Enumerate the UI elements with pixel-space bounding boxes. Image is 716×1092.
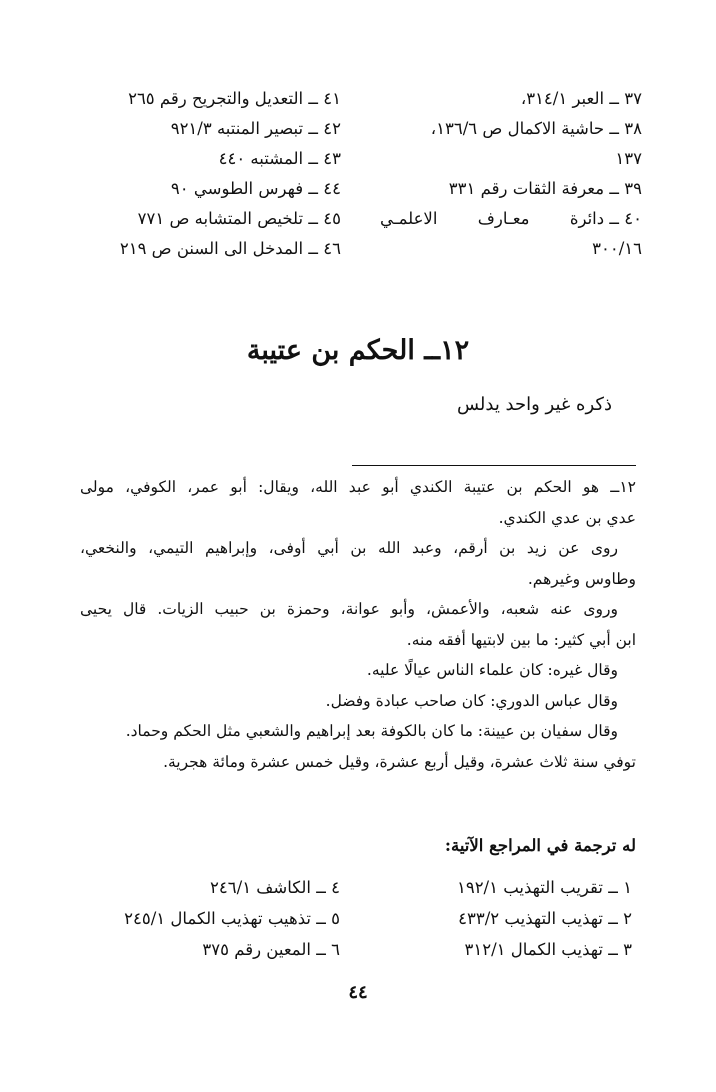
reference-item: ١ ــ تقريب التهذيب ١٩٢/١ <box>456 878 632 897</box>
reference-item-justified <box>380 204 642 234</box>
reference-item-middle: معـارف <box>477 209 530 228</box>
reference-item: ٤١ ــ التعديل والتجريح رقم ٢٦٥ <box>128 89 341 108</box>
reference-item: ٤ ــ الكاشف ٢٤٦/١ <box>210 878 340 897</box>
footnote-line: وطاوس وغيرهم. <box>527 569 636 588</box>
reference-item: ٥ ــ تذهيب تهذيب الكمال ٢٤٥/١ <box>124 909 340 928</box>
reference-item-continuation: ١٣٧ <box>615 149 642 168</box>
reference-item: ٣ ــ تهذيب الكمال ٣١٢/١ <box>464 940 632 959</box>
footnote-line: وروى عنه شعبه، والأعمش، وأبو عوانة، وحمزة بن حبيب الزيات. قال يحيى <box>80 600 618 618</box>
reference-item: ٤٤ ــ فهرس الطوسي ٩٠ <box>170 179 341 198</box>
entry-heading: ١٢ــ الحكم بن عتيبة <box>246 335 470 366</box>
footnote-line: وقال غيره: كان علماء الناس عيالًا عليه. <box>366 661 618 679</box>
reference-item: ٤٦ ــ المدخل الى السنن ص ٢١٩ <box>119 239 341 258</box>
reference-item-start: ٤٠ ــ دائرة <box>569 209 642 228</box>
footnote-divider <box>352 465 636 466</box>
reference-item: ٦ ــ المعين رقم ٣٧٥ <box>202 940 340 959</box>
reference-item-end: الاعلمـي <box>380 209 438 228</box>
footnote-line: وقال سفيان بن عيينة: ما كان بالكوفة بعد إبراهيم والشعبي مثل الحكم وحماد. <box>125 722 618 740</box>
reference-item-continuation: ٣٠٠/١٦ <box>592 239 642 258</box>
footnote-line: عدي بن عدي الكندي. <box>498 508 636 527</box>
reference-item: ٣٧ ــ العبر ٣١٤/١، <box>520 89 642 108</box>
references-title: له ترجمة في المراجع الآتية: <box>444 836 636 855</box>
reference-item: ٢ ــ تهذيب التهذيب ٤٣٣/٢ <box>458 909 632 928</box>
bottom-references-right-column <box>392 872 632 965</box>
reference-item: ٣٨ ــ حاشية الاكمال ص ١٣٦/٦، <box>430 119 642 138</box>
reference-item: ٤٣ ــ المشتبه ٤٤٠ <box>218 149 341 168</box>
reference-item: ٣٩ ــ معرفة الثقات رقم ٣٣١ <box>448 179 642 198</box>
footnote-line: ١٢ــ هو الحكم بن عتيبة الكندي أبو عبد الله، ويقال: أبو عمر، الكوفي، مولى <box>80 478 636 496</box>
bottom-references-left-column <box>40 872 340 965</box>
page-number: ٤٤ <box>348 982 368 1003</box>
reference-item: ٤٥ ــ تلخيص المتشابه ص ٧٧١ <box>137 209 341 228</box>
top-references-right-column <box>342 84 642 264</box>
footnote-line: وقال عباس الدوري: كان صاحب عبادة وفضل. <box>325 691 618 710</box>
footnote-line: ابن أبي كثير: ما بين لابتيها أفقه منه. <box>406 630 636 649</box>
footnote-body <box>80 472 636 777</box>
top-references-left-column <box>81 84 341 264</box>
footnote-line: روى عن زيد بن أرقم، وعبد الله بن أبي أوفى، وإبراهيم التيمي، والنخعي، <box>80 539 618 557</box>
entry-subheading: ذكره غير واحد يدلس <box>456 394 612 415</box>
reference-item: ٤٢ ــ تبصير المنتبه ٩٢١/٣ <box>170 119 341 138</box>
footnote-line: توفي سنة ثلاث عشرة، وقيل أربع عشرة، وقيل خمس عشرة ومائة هجرية. <box>163 752 636 771</box>
